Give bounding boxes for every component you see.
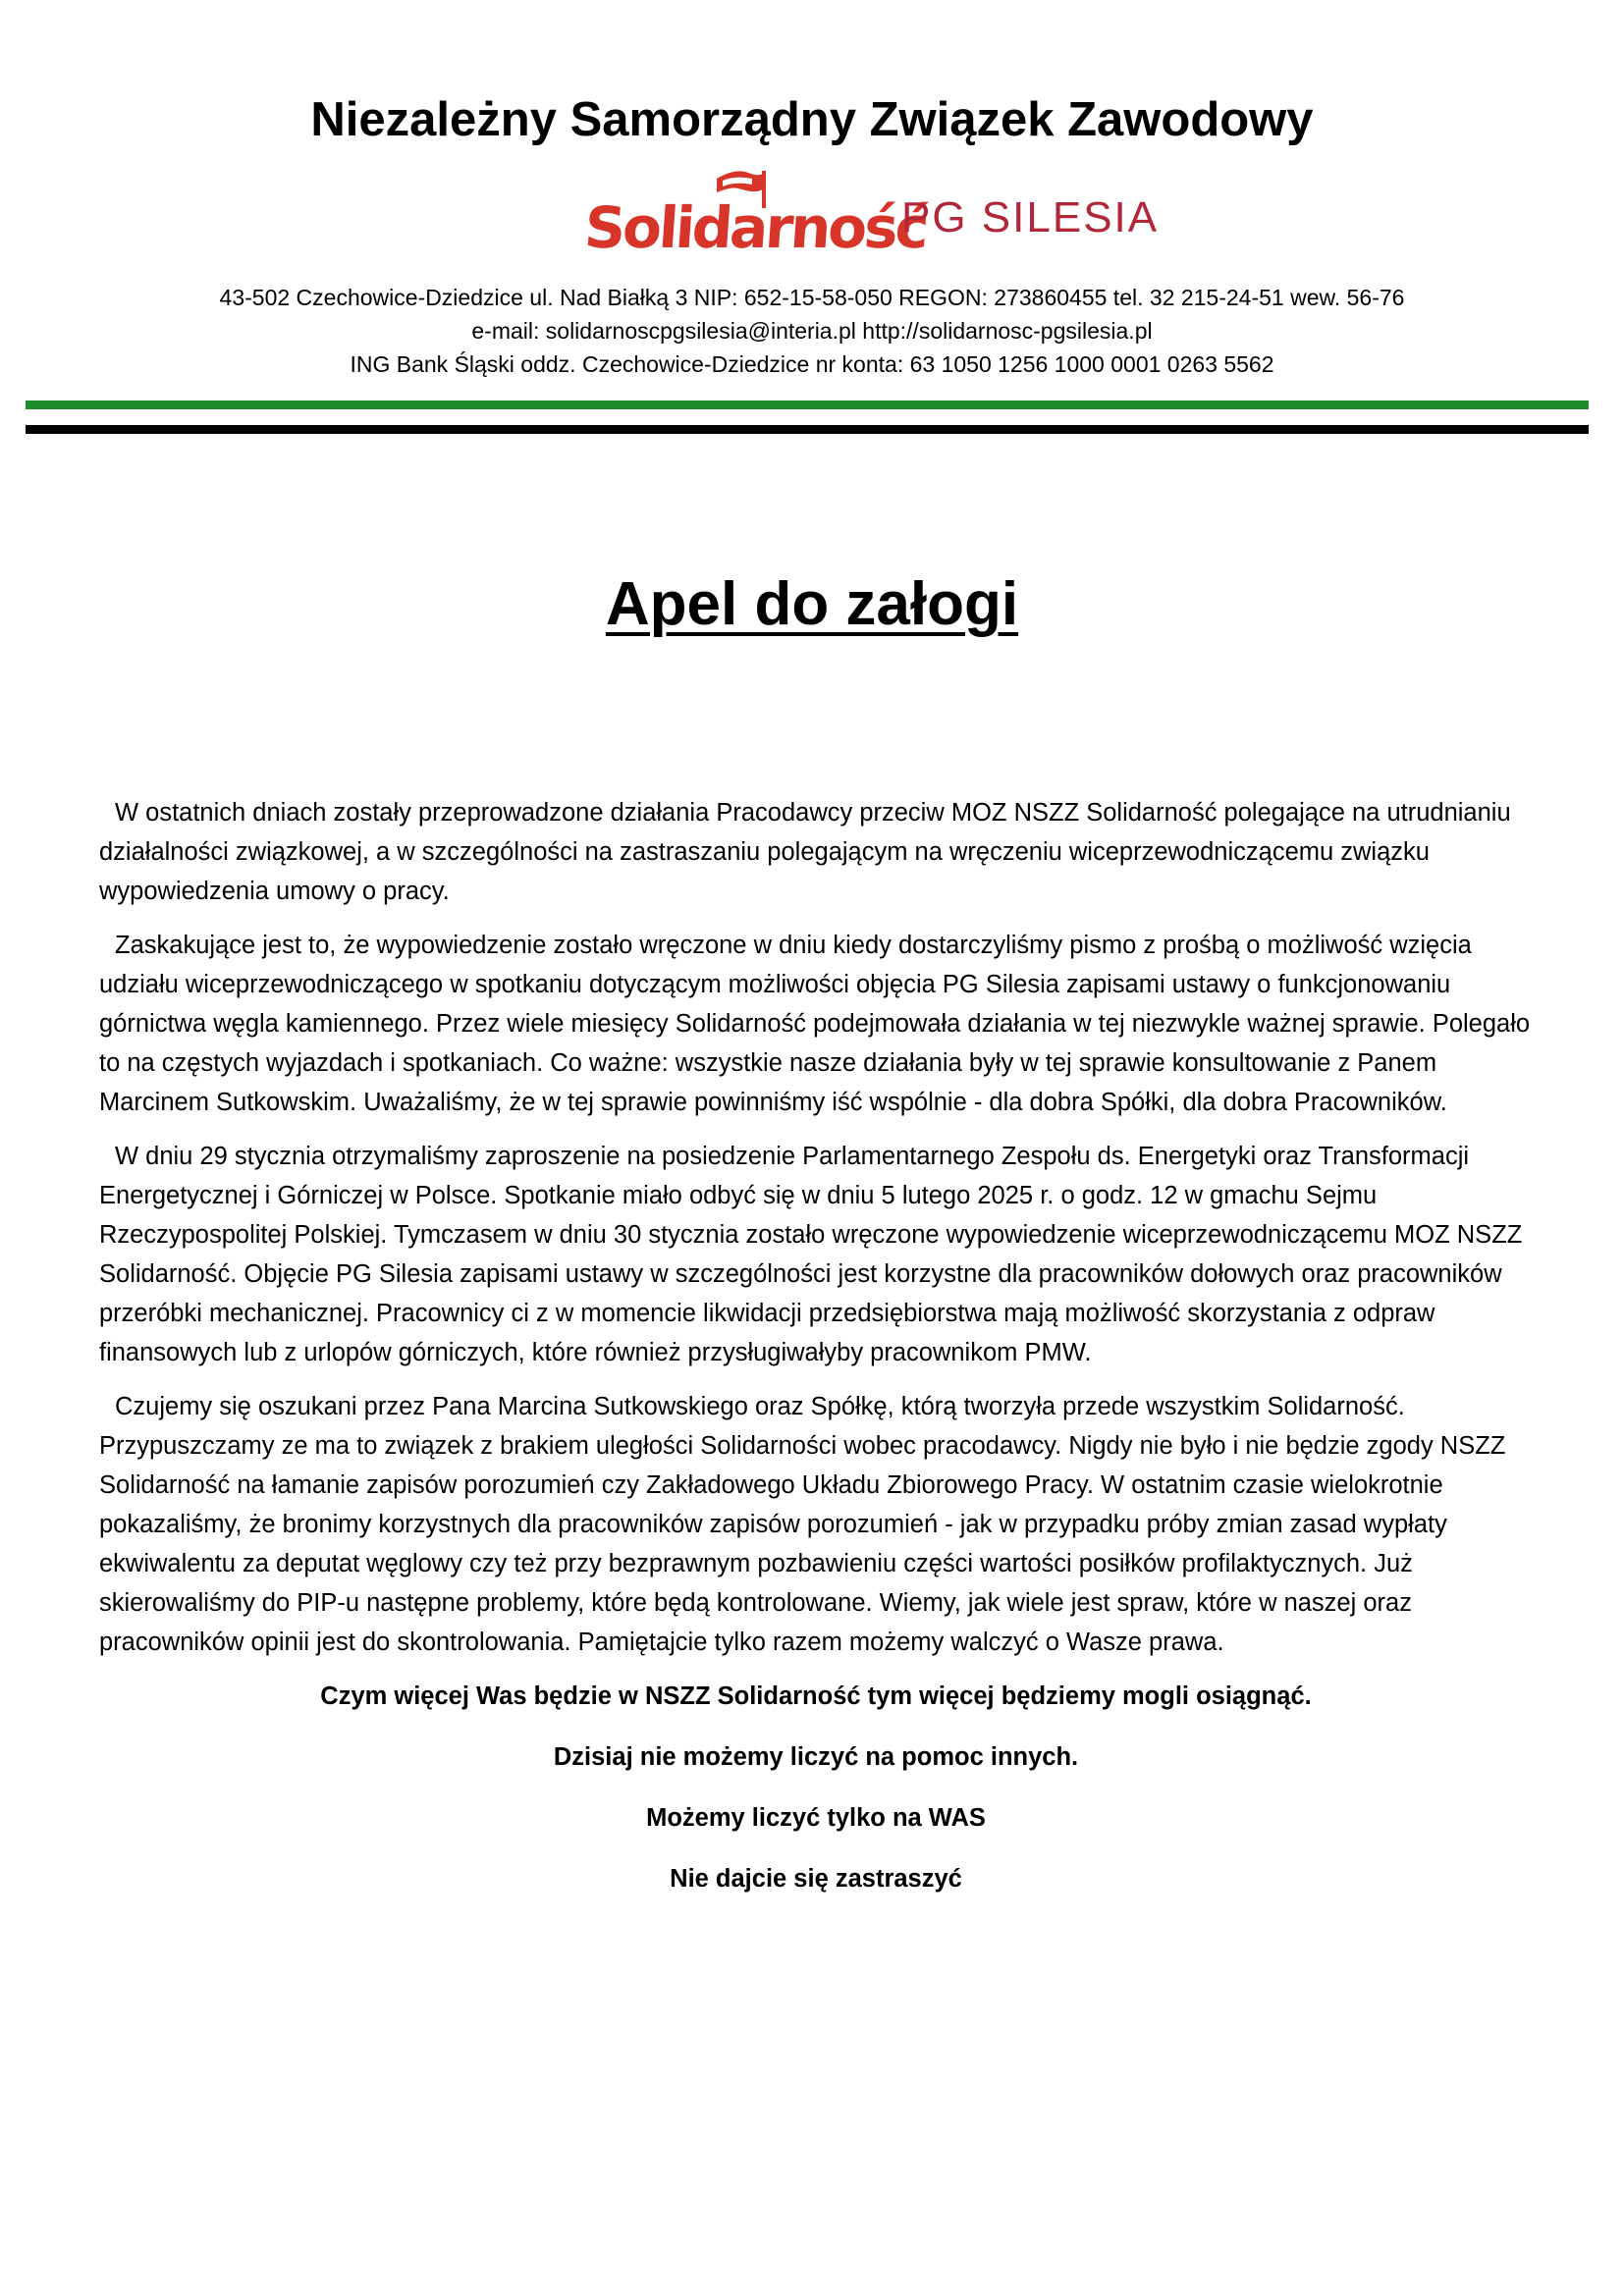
closing-line: Możemy liczyć tylko na WAS bbox=[646, 1804, 986, 1832]
logo-wordmark: Solidarność bbox=[582, 194, 929, 261]
closing-line: Czym więcej Was będzie w NSZZ Solidarność tym więcej będziemy mogli osiągnąć. bbox=[320, 1682, 1312, 1710]
closing-line: Nie dajcie się zastraszyć bbox=[670, 1865, 962, 1893]
header-black-rule bbox=[26, 425, 1589, 434]
solidarnosc-logo-icon bbox=[582, 165, 929, 261]
contact-address-line: 43-502 Czechowice-Dziedzice ul. Nad Białką 3 NIP: 652-15-58-050 REGON: 273860455 tel. 32 215-24-51 wew. 56-76 bbox=[219, 285, 1405, 310]
header-green-rule bbox=[26, 400, 1589, 409]
closing-line: Dzisiaj nie możemy liczyć na pomoc innych. bbox=[553, 1743, 1079, 1771]
document-body bbox=[99, 793, 1533, 1898]
union-logo bbox=[582, 165, 1160, 261]
body-paragraph: W ostatnich dniach zostały przeprowadzone działania Pracodawcy przeciw MOZ NSZZ Solidarność polegające na utrudnianiu działalności związkowej, a w szczególności na zastraszaniu polegającym na wręczeniu wiceprzewodniczącemu związku wypowiedzenia umowy o pracy. bbox=[99, 799, 1511, 905]
body-paragraph: Zaskakujące jest to, że wypowiedzenie zostało wręczone w dniu kiedy dostarczyliśmy pismo z prośbą o możliwość wzięcia udziału wiceprzewodniczącego w spotkaniu dotyczącym możliwości objęcia PG Silesia zapisami ustawy o funkcjonowaniu górnictwa węgla kamiennego. Przez wiele miesięcy Solidarność podejmowała działania w tej niezwykle ważnej sprawie. Polegało to na częstych wyjazdach i spotkaniach. Co ważne: wszystkie nasze działania były w tej sprawie konsultowanie z Panem Marcinem Sutkowskim. Uważaliśmy, że w tej sprawie powinniśmy iść wspólnie - dla dobra Spółki, dla dobra Pracowników. bbox=[99, 932, 1531, 1116]
document-title: Apel do załogi bbox=[605, 570, 1019, 638]
body-paragraph: W dniu 29 stycznia otrzymaliśmy zaproszenie na posiedzenie Parlamentarnego Zespołu ds. Energetyki oraz Transformacji Energetycznej i Górniczej w Polsce. Spotkanie miało odbyć się w dniu 5 lutego 2025 r. o godz. 12 w gmachu Sejmu Rzeczypospolitej Polskiej. Tymczasem w dniu 30 stycznia zostało wręczone wypowiedzenie wiceprzewodniczącemu MOZ NSZZ Solidarność. Objęcie PG Silesia zapisami ustawy w szczególności jest korzystne dla pracowników dołowych oraz pracowników przeróbki mechanicznej. Pracownicy ci z w momencie likwidacji przedsiębiorstwa mają możliwość skorzystania z odpraw finansowych lub z urlopów górniczych, które również przysługiwałyby pracownikom PMW. bbox=[99, 1143, 1523, 1366]
body-paragraph: Czujemy się oszukani przez Pana Marcina Sutkowskiego oraz Spółkę, którą tworzyła przede wszystkim Solidarność. Przypuszczamy ze ma to związek z brakiem uległości Solidarności wobec pracodawcy. Nigdy nie było i nie będzie zgody NSZZ Solidarność na łamanie zapisów porozumień czy Zakładowego Układu Zbiorowego Pracy. W ostatnim czasie wielokrotnie pokazaliśmy, że bronimy korzystnych dla pracowników zapisów porozumień - jak w przypadku próby zmian zasad wypłaty ekwiwalentu za deputat węglowy czy też przy bezprawnym pozbawieniu części wartości posiłków profilaktycznych. Już skierowaliśmy do PIP-u następne problemy, które będą kontrolowane. Wiemy, jak wiele jest spraw, które w naszej oraz pracowników opinii jest do skontrolowania. Pamiętajcie tylko razem możemy walczyć o Wasze prawa. bbox=[99, 1393, 1506, 1656]
logo-subtitle: PG SILESIA bbox=[901, 193, 1160, 241]
contact-email-line: e-mail: solidarnoscpgsilesia@interia.pl http://solidarnosc-pgsilesia.pl bbox=[471, 318, 1153, 344]
organization-name: Niezależny Samorządny Związek Zawodowy bbox=[310, 93, 1314, 146]
contact-bank-line: ING Bank Śląski oddz. Czechowice-Dziedzice nr konta: 63 1050 1256 1000 0001 0263 5562 bbox=[350, 351, 1274, 377]
